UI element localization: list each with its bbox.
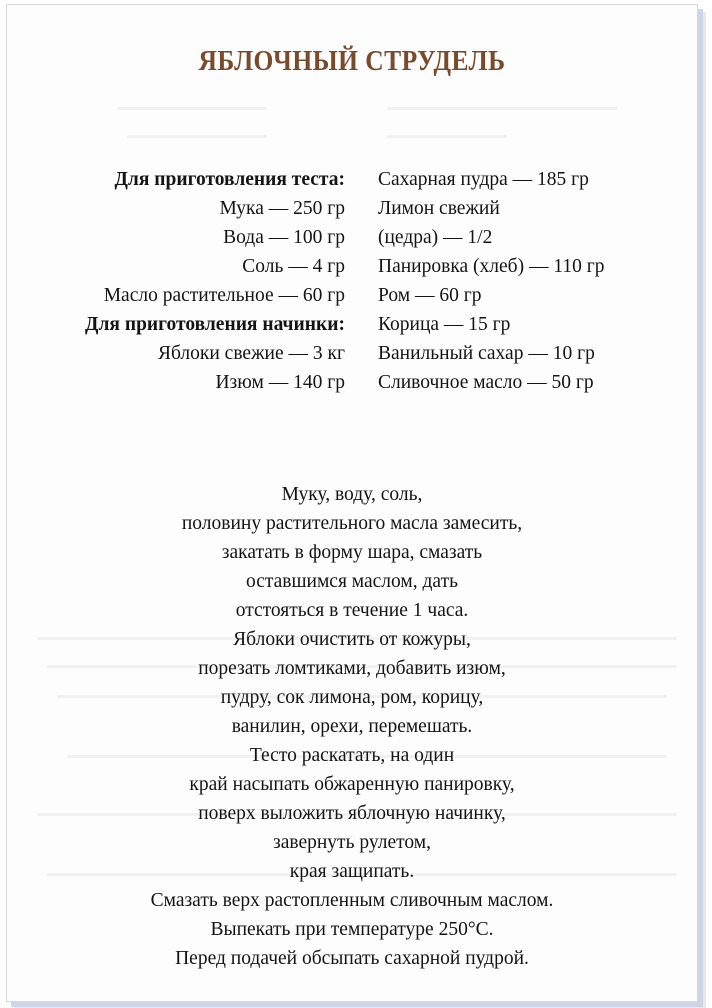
instruction-line: Тесто раскатать, на один <box>249 745 455 766</box>
ingredients-left-column <box>85 165 345 397</box>
ingredient-line: Яблоки свежие — 3 кг <box>157 343 345 364</box>
bleed-through-line <box>127 135 267 138</box>
ingredient-line: Изюм — 140 гр <box>215 372 345 393</box>
instruction-line: отстояться в течение 1 часа. <box>235 600 469 621</box>
ingredient-line: Вода — 100 гр <box>223 227 345 248</box>
instruction-line: ванилин, орехи, перемешать. <box>231 716 473 737</box>
bleed-through-line <box>387 135 507 138</box>
instruction-line: пудру, сок лимона, ром, корицу, <box>220 687 484 708</box>
instruction-line: край насыпать обжаренную панировку, <box>189 774 515 795</box>
instructions-block <box>7 480 697 973</box>
instruction-line: поверх выложить яблочную начинку, <box>198 803 506 824</box>
ingredient-line: Ром — 60 гр <box>378 285 482 306</box>
ingredient-line: Мука — 250 гр <box>219 198 345 219</box>
instruction-line: Выпекать при температуре 250°С. <box>210 919 494 940</box>
recipe-title: ЯБЛОЧНЫЙ СТРУДЕЛЬ <box>198 45 506 77</box>
instruction-line: оставшимся маслом, дать <box>245 571 458 592</box>
instruction-line: Смазать верх растопленным сливочным маслом. <box>150 890 554 911</box>
instruction-line: завернуть рулетом, <box>273 832 431 853</box>
instruction-line: половину растительного масла замесить, <box>181 513 523 534</box>
bleed-through-line <box>117 107 267 110</box>
ingredient-line: (цедра) — 1/2 <box>378 227 493 248</box>
instruction-line: закатать в форму шара, смазать <box>221 542 483 563</box>
ingredient-line: Масло растительное — 60 гр <box>103 285 345 306</box>
ingredient-line: Панировка (хлеб) — 110 гр <box>378 256 605 277</box>
ingredient-section-heading: Для приготовления теста: <box>114 169 345 190</box>
instruction-line: порезать ломтиками, добавить изюм, <box>198 658 506 679</box>
bleed-through-line <box>387 107 617 110</box>
ingredient-line: Сливочное масло — 50 гр <box>378 372 594 393</box>
instruction-line: Муку, воду, соль, <box>281 484 423 505</box>
ingredient-line: Соль — 4 гр <box>242 256 345 277</box>
ingredient-line: Лимон свежий <box>378 198 500 219</box>
ingredient-line: Сахарная пудра — 185 гр <box>378 169 589 190</box>
recipe-page <box>6 4 698 1002</box>
ingredient-section-heading: Для приготовления начинки: <box>85 314 345 335</box>
ingredients-right-column <box>378 165 604 397</box>
instruction-line: края защипать. <box>289 861 415 882</box>
instruction-line: Яблоки очистить от кожуры, <box>233 629 471 650</box>
ingredient-line: Ванильный сахар — 10 гр <box>378 343 595 364</box>
ingredient-line: Корица — 15 гр <box>378 314 511 335</box>
instruction-line: Перед подачей обсыпать сахарной пудрой. <box>175 948 529 969</box>
